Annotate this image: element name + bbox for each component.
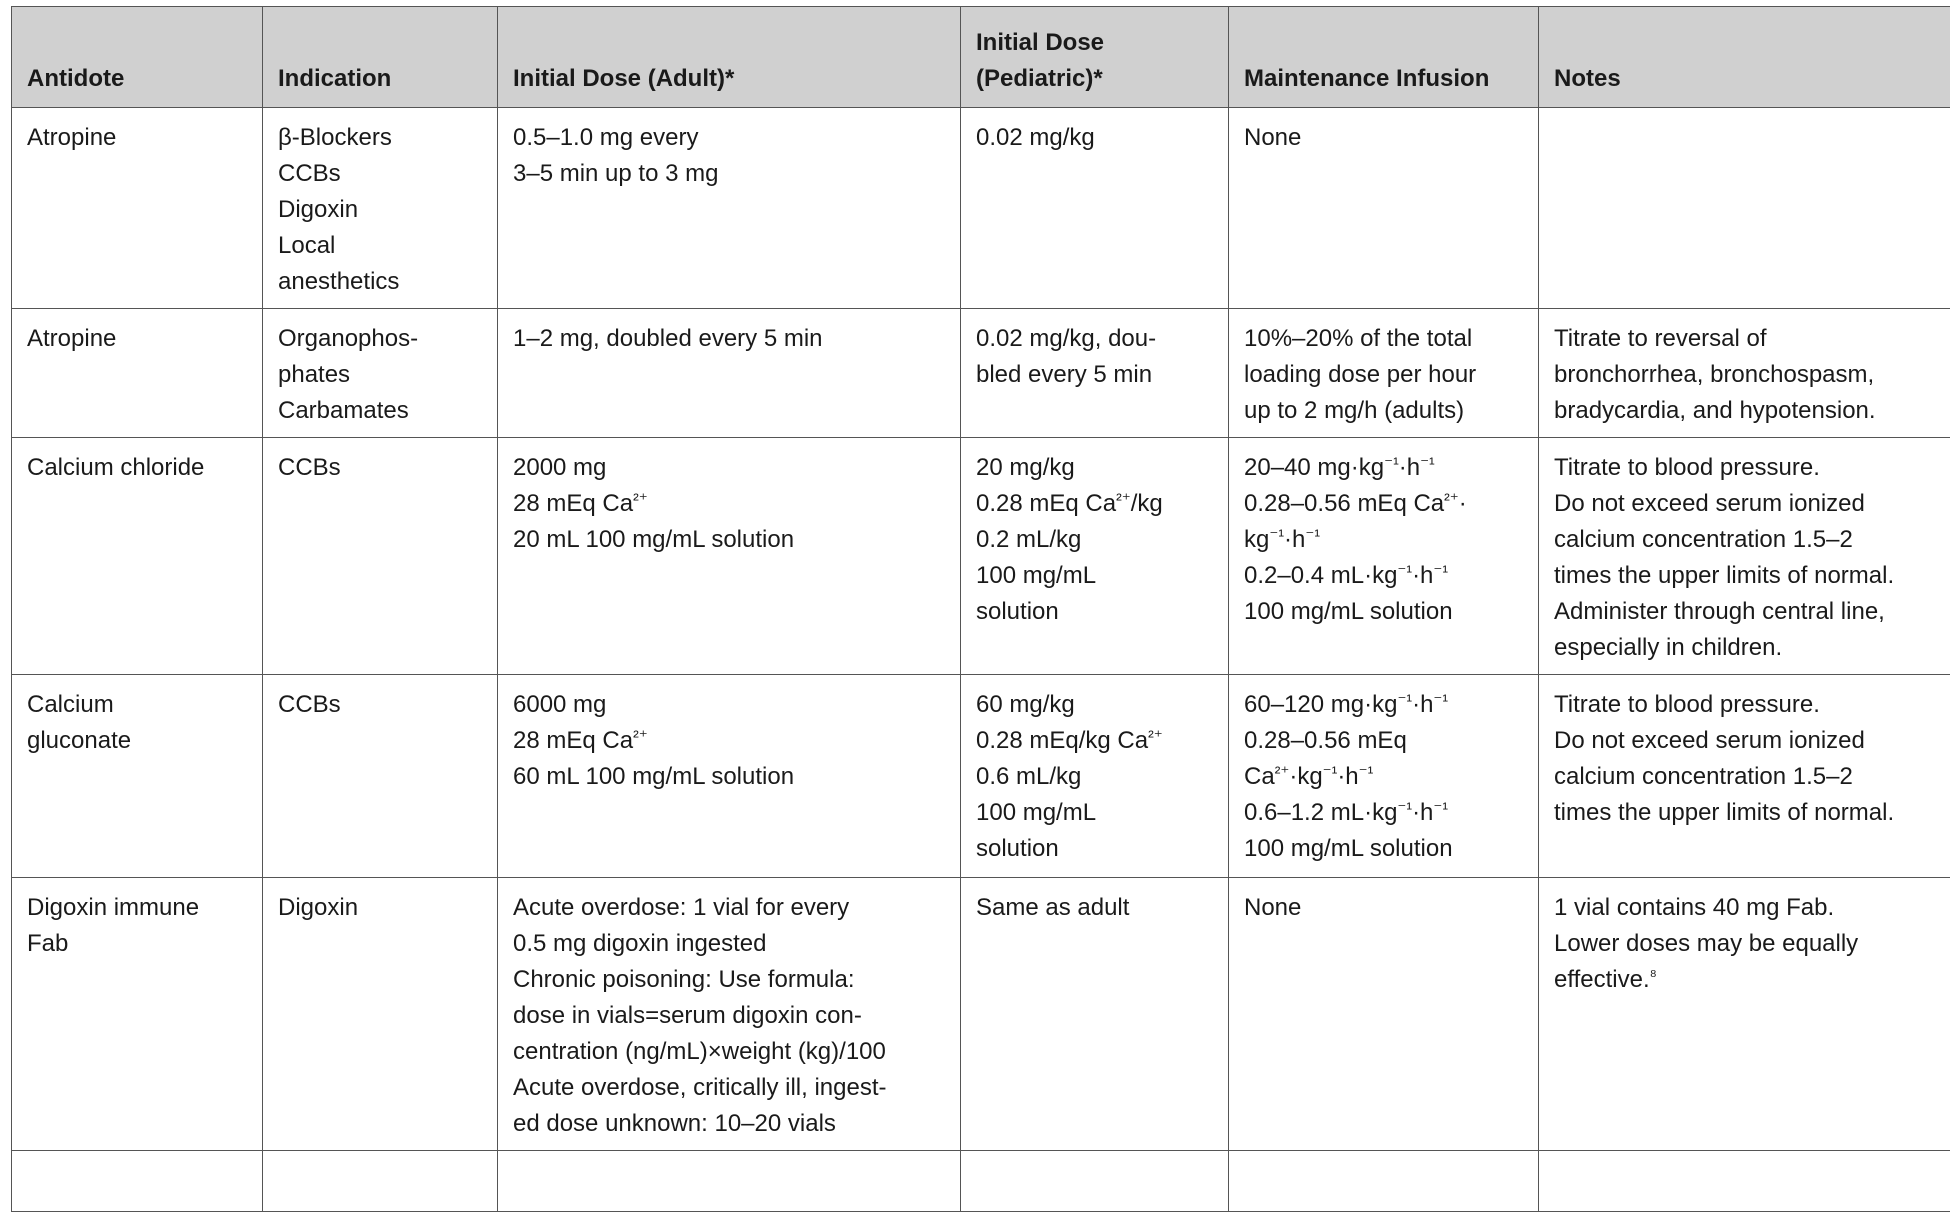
cell-line: CCBs [278, 687, 485, 723]
cell-line: loading dose per hour [1244, 357, 1526, 393]
header-antidote: Antidote [12, 7, 263, 108]
table-row [12, 878, 1950, 1151]
cell-line: None [1244, 890, 1526, 926]
cell-line: bradycardia, and hypotension. [1554, 393, 1949, 429]
cell-line: 28 mEq $Ca^{^{2+}}$ [513, 723, 948, 759]
cell-line: especially in children. [1554, 630, 1949, 666]
cell-line: centration (ng/mL)×weight (kg)/100 [513, 1034, 948, 1070]
maintenance-infusion-cell [1229, 108, 1539, 309]
cell-line: phates [278, 357, 485, 393]
cell-line: CCBs [278, 450, 485, 486]
cell-line: None [1244, 120, 1526, 156]
cell-line: Lower doses may be equally [1554, 926, 1949, 962]
notes-cell [1539, 675, 1950, 878]
header-pediatric-line1: Initial Dose [976, 25, 1216, 61]
header-pediatric-line2: (Pediatric)* [976, 61, 1216, 97]
cell-line: Chronic poisoning: Use formula: [513, 962, 948, 998]
cell-line: Fab [27, 926, 250, 962]
indication-cell [263, 675, 498, 878]
cell-line: β-Blockers [278, 120, 485, 156]
notes-cell [1539, 108, 1950, 309]
cell-line: up to 2 mg/h (adults) [1244, 393, 1526, 429]
header-initial-dose-pediatric [961, 7, 1229, 108]
header-notes: Notes [1539, 7, 1950, 108]
cell-line: Titrate to blood pressure. [1554, 450, 1949, 486]
cell-line: Same as adult [976, 890, 1216, 926]
cell-line: 0.28 mEq/kg $Ca^{^{2+}}$ [976, 723, 1216, 759]
cell-line: calcium concentration 1.5–2 [1554, 759, 1949, 795]
cell-line: Atropine [27, 120, 250, 156]
table-row [12, 675, 1950, 878]
cell-line: solution [976, 594, 1216, 630]
header-row [12, 7, 1950, 108]
table-body [12, 108, 1950, 1212]
cell-line: 20–40 $mg\cdot kg^{^{-1}}\cdot h^{^{-1}}$ [1244, 450, 1526, 486]
maintenance-infusion-cell [1229, 675, 1539, 878]
initial-dose-pediatric-cell [961, 108, 1229, 309]
cell-line: gluconate [27, 723, 250, 759]
notes-cell [1539, 878, 1950, 1151]
cell-line: 0.6–1.2 $mL\cdot kg^{^{-1}}\cdot h^{^{-1}}$ [1244, 795, 1526, 831]
initial-dose-pediatric-cell [961, 438, 1229, 675]
cell-line: ed dose unknown: 10–20 vials [513, 1106, 948, 1142]
cell-line: Local [278, 228, 485, 264]
cell-line: Digoxin immune [27, 890, 250, 926]
cell-line: 28 mEq $Ca^{^{2+}}$ [513, 486, 948, 522]
header-indication: Indication [263, 7, 498, 108]
cell-line: 0.2 mL/kg [976, 522, 1216, 558]
maintenance-infusion-cell [1229, 438, 1539, 675]
antidote-cell [12, 108, 263, 309]
cell-line: Titrate to reversal of [1554, 321, 1949, 357]
antidote-cell [12, 1151, 263, 1212]
initial-dose-adult-cell [498, 108, 961, 309]
cell-line: 0.28 mEq $Ca^{^{2+}}/kg$ [976, 486, 1216, 522]
cell-line: $Ca^{^{2+}}\cdot kg^{^{-1}}\cdot h^{^{-1}}$ [1244, 759, 1526, 795]
antidote-cell [12, 438, 263, 675]
indication-cell [263, 108, 498, 309]
notes-cell [1539, 438, 1950, 675]
cell-line: 0.5 mg digoxin ingested [513, 926, 948, 962]
cell-line: 0.2–0.4 $mL\cdot kg^{^{-1}}\cdot h^{^{-1}}$ [1244, 558, 1526, 594]
cell-line: 0.6 mL/kg [976, 759, 1216, 795]
cell-line: 60–120 $mg\cdot kg^{^{-1}}\cdot h^{^{-1}}$ [1244, 687, 1526, 723]
table-row [12, 1151, 1950, 1212]
notes-cell [1539, 309, 1950, 438]
cell-line: CCBs [278, 156, 485, 192]
cell-line: Atropine [27, 321, 250, 357]
cell-line: 0.02 mg/kg, dou- [976, 321, 1216, 357]
initial-dose-adult-cell [498, 878, 961, 1151]
indication-cell [263, 309, 498, 438]
maintenance-infusion-cell [1229, 309, 1539, 438]
table-row [12, 438, 1950, 675]
maintenance-infusion-cell [1229, 878, 1539, 1151]
antidote-dosing-table [11, 6, 1950, 1212]
initial-dose-pediatric-cell [961, 675, 1229, 878]
cell-line: 0.28–0.56 mEq $Ca^{^{2+}}\cdot$ [1244, 486, 1526, 522]
cell-line: bronchorrhea, bronchospasm, [1554, 357, 1949, 393]
header-initial-dose-adult: Initial Dose (Adult)* [498, 7, 961, 108]
cell-line: 100 mg/mL [976, 558, 1216, 594]
indication-cell [263, 878, 498, 1151]
cell-line: effective.$^{^8}$ [1554, 962, 1949, 998]
cell-line: 2000 mg [513, 450, 948, 486]
cell-line: 10%–20% of the total [1244, 321, 1526, 357]
initial-dose-pediatric-cell [961, 878, 1229, 1151]
cell-line: 3–5 min up to 3 mg [513, 156, 948, 192]
cell-line: 100 mg/mL [976, 795, 1216, 831]
cell-line: 0.02 mg/kg [976, 120, 1216, 156]
initial-dose-adult-cell [498, 1151, 961, 1212]
cell-line: 1 vial contains 40 mg Fab. [1554, 890, 1949, 926]
cell-line: Do not exceed serum ionized [1554, 486, 1949, 522]
initial-dose-pediatric-cell [961, 309, 1229, 438]
cell-line: Acute overdose: 1 vial for every [513, 890, 948, 926]
initial-dose-adult-cell [498, 675, 961, 878]
table-row [12, 309, 1950, 438]
cell-line: anesthetics [278, 264, 485, 300]
cell-line: 100 mg/mL solution [1244, 594, 1526, 630]
cell-line: 0.28–0.56 mEq [1244, 723, 1526, 759]
antidote-cell [12, 309, 263, 438]
indication-cell [263, 438, 498, 675]
cell-line: dose in vials=serum digoxin con- [513, 998, 948, 1034]
cell-line: 20 mg/kg [976, 450, 1216, 486]
cell-line: Digoxin [278, 890, 485, 926]
indication-cell [263, 1151, 498, 1212]
cell-line: Administer through central line, [1554, 594, 1949, 630]
cell-line: Do not exceed serum ionized [1554, 723, 1949, 759]
cell-line: bled every 5 min [976, 357, 1216, 393]
cell-line: Titrate to blood pressure. [1554, 687, 1949, 723]
cell-line: $kg^{^{-1}}\cdot h^{^{-1}}$ [1244, 522, 1526, 558]
cell-line: 60 mg/kg [976, 687, 1216, 723]
cell-line: 100 mg/mL solution [1244, 831, 1526, 867]
cell-line: calcium concentration 1.5–2 [1554, 522, 1949, 558]
table-row [12, 108, 1950, 309]
cell-line: Acute overdose, critically ill, ingest- [513, 1070, 948, 1106]
initial-dose-adult-cell [498, 438, 961, 675]
antidote-cell [12, 675, 263, 878]
cell-line: Organophos- [278, 321, 485, 357]
cell-line: times the upper limits of normal. [1554, 558, 1949, 594]
cell-line: times the upper limits of normal. [1554, 795, 1949, 831]
cell-line: solution [976, 831, 1216, 867]
header-maintenance-infusion: Maintenance Infusion [1229, 7, 1539, 108]
cell-line: 60 mL 100 mg/mL solution [513, 759, 948, 795]
cell-line: Carbamates [278, 393, 485, 429]
cell-line: 0.5–1.0 mg every [513, 120, 948, 156]
cell-line: Digoxin [278, 192, 485, 228]
initial-dose-pediatric-cell [961, 1151, 1229, 1212]
notes-cell [1539, 1151, 1950, 1212]
maintenance-infusion-cell [1229, 1151, 1539, 1212]
initial-dose-adult-cell [498, 309, 961, 438]
cell-line: Calcium [27, 687, 250, 723]
cell-line: 6000 mg [513, 687, 948, 723]
cell-line: 1–2 mg, doubled every 5 min [513, 321, 948, 357]
cell-line: Calcium chloride [27, 450, 250, 486]
antidote-cell [12, 878, 263, 1151]
cell-line: 20 mL 100 mg/mL solution [513, 522, 948, 558]
